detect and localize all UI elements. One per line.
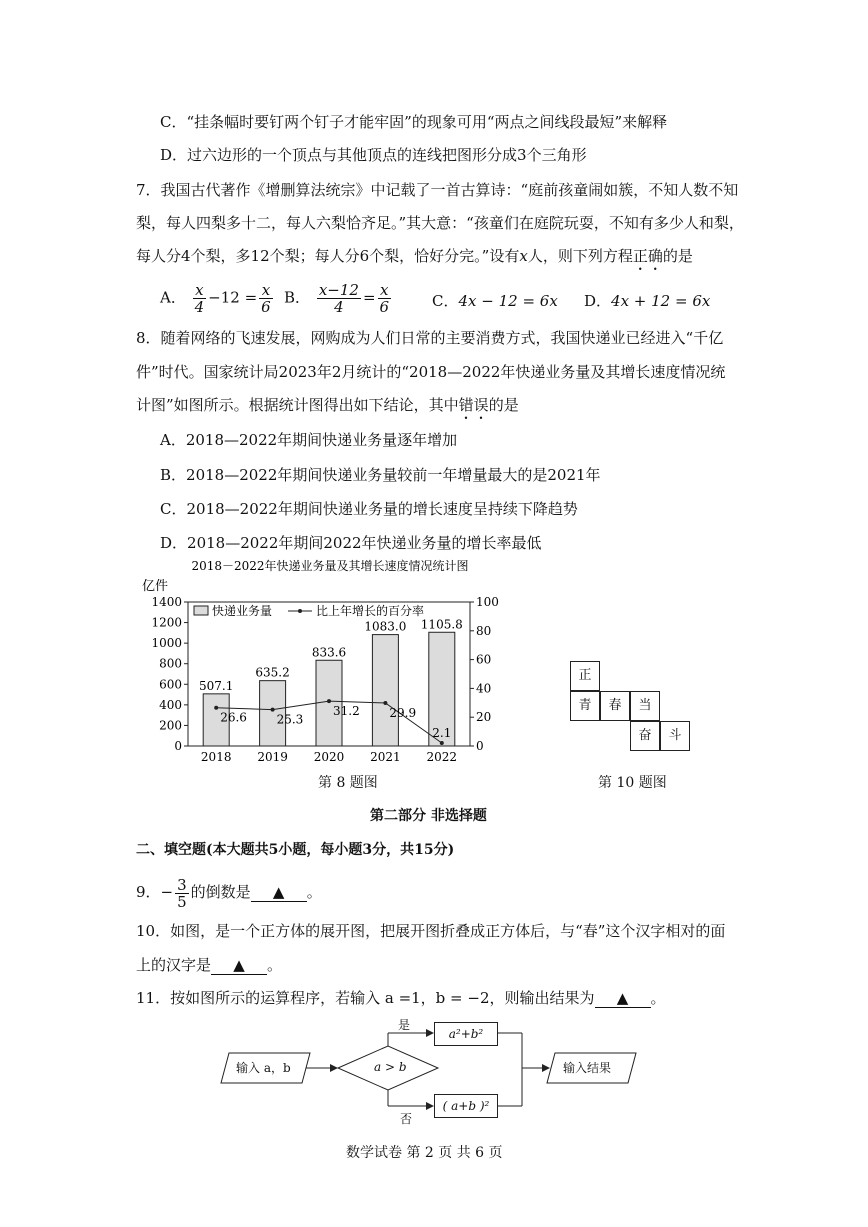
fig10-caption: 第 10 题图: [598, 775, 667, 791]
option-label: A．: [160, 288, 186, 307]
left-tick-label: 800: [159, 656, 182, 671]
right-tick-label: 40: [476, 681, 492, 696]
q9-number: 9．: [136, 883, 161, 901]
page-footer: 数学试卷 第 2 页 共 6 页: [346, 1145, 503, 1161]
right-tick-label: 80: [476, 623, 492, 638]
q10-line-2-text: 上的汉字是: [136, 956, 212, 974]
numerator: x: [193, 282, 207, 299]
q11-answer-blank[interactable]: ▲: [595, 990, 651, 1008]
q10-answer-blank[interactable]: ▲: [211, 957, 267, 975]
cube-face-6: 斗: [660, 721, 690, 751]
left-tick-label: 400: [159, 697, 182, 712]
denominator: 6: [379, 298, 390, 316]
q8-line-3-post: 的是: [488, 396, 519, 414]
cube-face-4: 当: [630, 691, 660, 721]
bar-value-label: 1105.8: [420, 617, 463, 632]
option-label: B．: [284, 288, 311, 307]
denominator: 6: [261, 298, 271, 316]
numerator: x: [259, 282, 273, 299]
growth-rate-label: 31.2: [333, 704, 360, 719]
cube-face-1: 正: [570, 661, 600, 691]
option-label: D．: [584, 292, 612, 310]
denominator: 5: [177, 892, 187, 911]
bar-value-label: 1083.0: [364, 619, 407, 634]
cube-face-5: 奋: [630, 721, 660, 751]
left-tick-label: 1000: [151, 636, 182, 651]
flow-yes-label: 是: [398, 1018, 411, 1032]
q7-line-3-mid: 人，则下列方程: [527, 247, 633, 265]
q8-option-d: D．2018—2022年期间2022年快递业务量的增长率最低: [160, 534, 542, 552]
growth-rate-label: 29.9: [389, 705, 417, 720]
q8-line-3-pre: 计图”如图所示。根据统计图得出如下结论，其中: [136, 396, 459, 414]
left-tick-label: 200: [159, 718, 182, 733]
x-tick-label: 2019: [257, 750, 288, 764]
x-tick-label: 2022: [426, 750, 458, 764]
q9-answer-blank[interactable]: ▲: [251, 884, 307, 902]
left-tick-label: 0: [174, 739, 182, 753]
x-tick-label: 2021: [370, 750, 401, 764]
q10-line-1: 10．如图，是一个正方体的展开图，把展开图折叠成正方体后，与“春”这个汉字相对的面: [136, 922, 726, 940]
bar-value-label: 635.2: [255, 665, 290, 680]
right-tick-label: 0: [476, 739, 484, 753]
left-tick-label: 1400: [151, 595, 182, 609]
bar-value-label: 833.6: [311, 645, 347, 660]
q7-variable: x: [519, 247, 528, 265]
q7-emphasis: 正确: [632, 247, 663, 265]
flow-condition-label: a > b: [374, 1060, 407, 1074]
option-expression: 4x + 12 = 6x: [611, 292, 711, 310]
bar-value-label: 507.1: [199, 678, 234, 693]
legend-bar-label: 快递业务量: [212, 604, 273, 618]
right-tick-label: 60: [476, 652, 492, 667]
q8-option-b: B．2018—2022年期间快递业务量较前一年增量最大的是2021年: [160, 466, 601, 484]
q8-line-2: 件”时代。国家统计局2023年2月统计的“2018—2022年快递业务量及其增长速度情况统: [136, 363, 726, 381]
left-tick-label: 1200: [151, 615, 182, 630]
legend-line-label: 比上年增长的百分率: [316, 604, 425, 618]
flow-no-box: ( a+b )²: [434, 1094, 498, 1118]
q9-end: 。: [306, 883, 322, 901]
q8-option-a: A．2018—2022年期间快递业务量逐年增加: [160, 431, 458, 449]
growth-rate-label: 2.1: [432, 725, 452, 740]
q9-sign: −: [160, 883, 174, 901]
right-tick-label: 20: [476, 710, 492, 725]
denominator: 4: [194, 298, 205, 316]
q8-line-1: 8．随着网络的飞速发展，网购成为人们日常的主要消费方式，我国快递业已经进入“千亿: [136, 329, 724, 347]
flow-output-label: 输入结果: [563, 1061, 612, 1075]
growth-rate-label: 26.6: [220, 710, 247, 725]
q11-text: 11．按如图所示的运算程序，若输入 a =1，b = −2，则输出结果为: [136, 989, 595, 1007]
part2-heading: 第二部分 非选择题: [370, 808, 487, 824]
operator: =: [362, 288, 376, 307]
q9-text: 的倒数是: [190, 883, 251, 901]
left-tick-label: 600: [159, 677, 182, 692]
q10-end: 。: [267, 956, 283, 974]
x-tick-label: 2018: [200, 750, 232, 764]
flow-input-label: 输入 a，b: [236, 1061, 291, 1075]
fig8-caption: 第 8 题图: [318, 775, 378, 791]
operator: −12 =: [208, 288, 258, 307]
q7-line-3-post: 的是: [662, 247, 693, 265]
numerator: x: [378, 282, 392, 299]
right-tick-label: 100: [476, 595, 499, 609]
numerator: x−12: [318, 281, 359, 299]
chart-title: 2018－2022年快递业务量及其增长速度情况统计图: [191, 559, 469, 573]
denominator: 4: [334, 298, 344, 316]
section-heading: 二、填空题(本大题共5小题，每小题3分，共15分): [136, 842, 455, 858]
q6-option-d: D．过六边形的一个顶点与其他顶点的连线把图形分成3个三角形: [160, 146, 587, 164]
q8-option-c: C．2018—2022年期间快递业务量的增长速度呈持续下降趋势: [160, 500, 578, 518]
chart-ylabel: 亿件: [142, 579, 169, 594]
cube-face-3: 春: [600, 691, 630, 721]
flow-yes-box: a²+b²: [434, 1022, 498, 1046]
option-label: C．: [432, 292, 459, 310]
q7-line-2: 梨，每人四梨多十二，每人六梨恰齐足。”其大意：“孩童们在庭院玩耍，不知有多少人和梨，: [136, 214, 744, 232]
q7-line-3-pre: 每人分4个梨，多12个梨；每人分6个梨，恰好分完。”设有: [136, 247, 520, 265]
flow-no-label: 否: [400, 1112, 413, 1126]
q7-line-1: 7．我国古代著作《增删算法统宗》中记载了一首古算诗：“庭前孩童闹如簇，不知人数不知: [136, 181, 739, 199]
cube-face-2: 青: [570, 691, 600, 721]
q6-option-c: C．“挂条幅时要钉两个钉子才能牢固”的现象可用“两点之间线段最短”来解释: [160, 113, 668, 131]
growth-rate-label: 25.3: [276, 712, 304, 727]
q8-emphasis: 错误: [458, 396, 489, 414]
x-tick-label: 2020: [313, 750, 345, 764]
option-expression: 4x − 12 = 6x: [458, 292, 558, 310]
numerator: 3: [177, 875, 187, 894]
q11-end: 。: [650, 989, 666, 1007]
